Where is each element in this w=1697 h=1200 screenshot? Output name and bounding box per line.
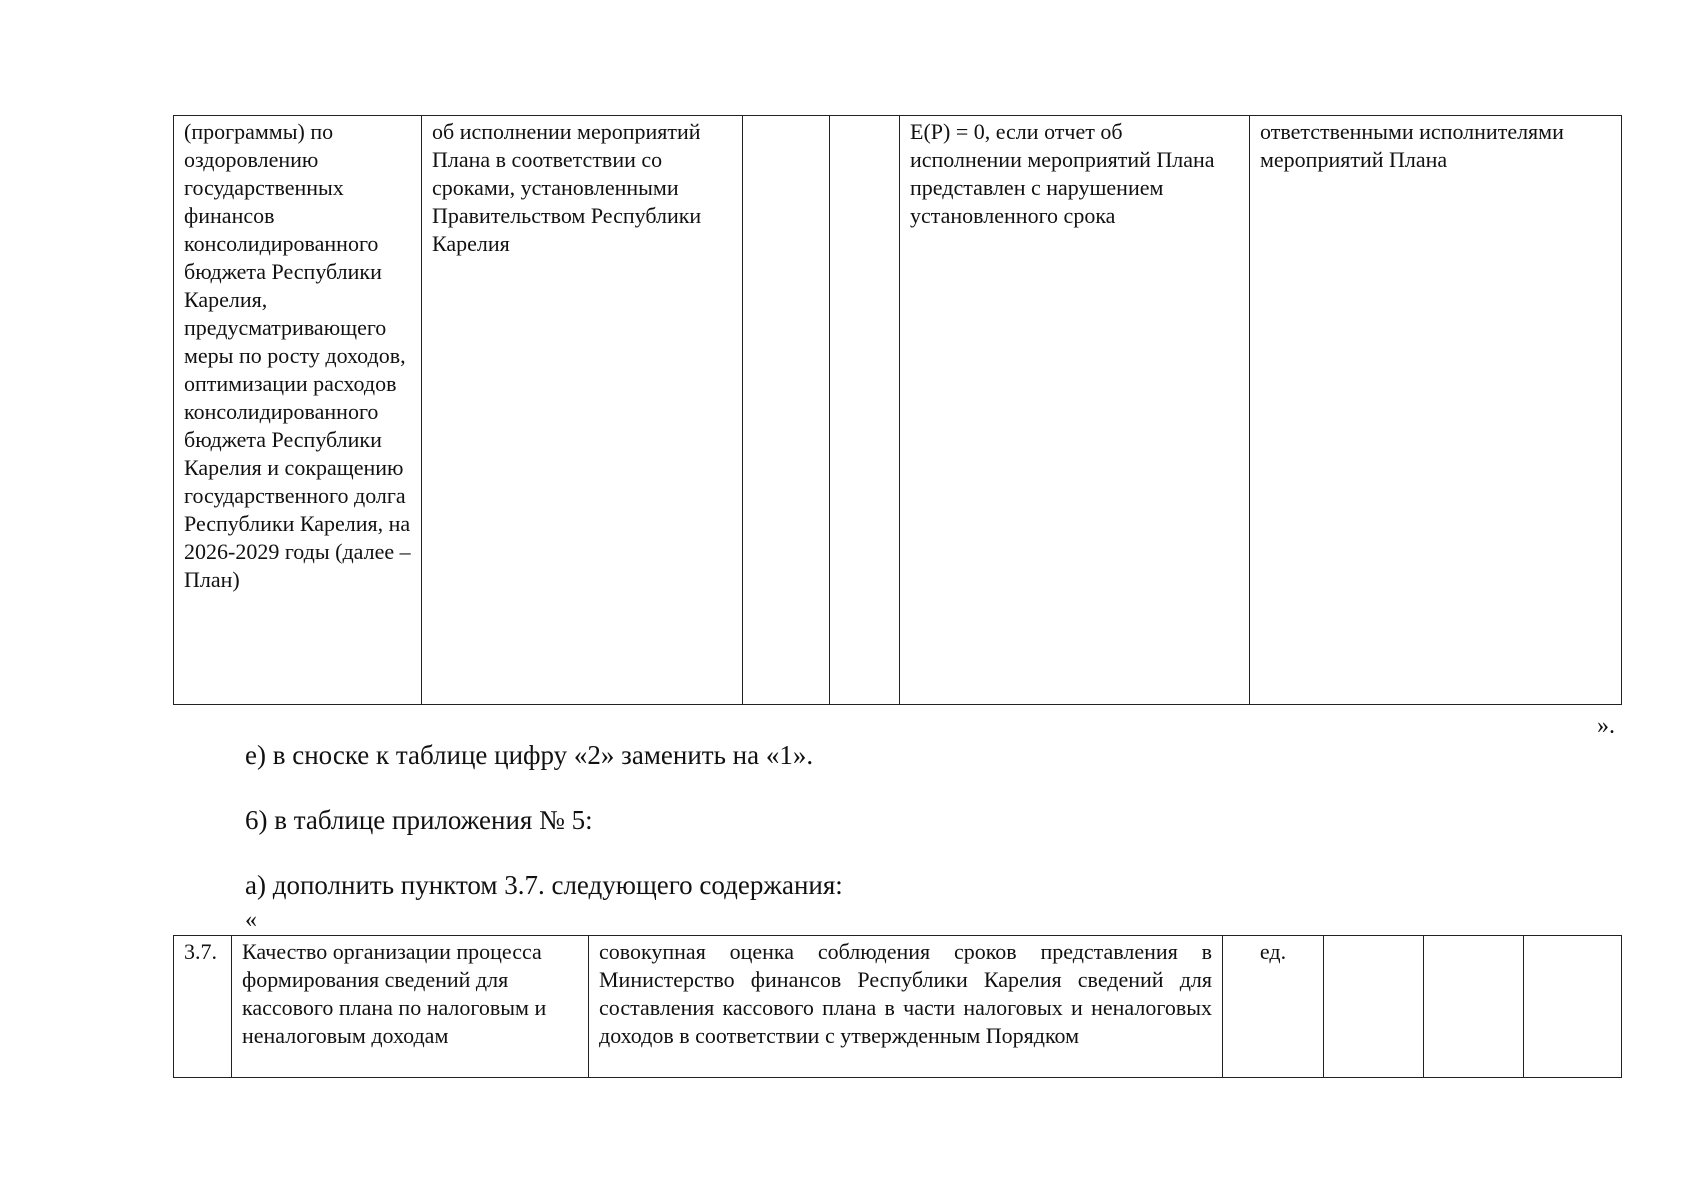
paragraph-add-item: а) дополнить пунктом 3.7. следующего содержания: <box>245 870 843 900</box>
table-cell <box>743 116 830 705</box>
table-cell <box>830 116 900 705</box>
bottom-table <box>173 935 1622 1078</box>
table-cell <box>1524 936 1622 1078</box>
table-cell: ответственными исполнителями мероприятий Плана <box>1250 116 1622 705</box>
table-cell: Качество организации процесса формирования сведений для кассового плана по налоговым и неналоговым доходам <box>232 936 589 1078</box>
paragraph-appendix: 6) в таблице приложения № 5: <box>245 805 593 835</box>
table-cell <box>1424 936 1524 1078</box>
table-cell <box>1324 936 1424 1078</box>
table-cell: ед. <box>1223 936 1324 1078</box>
table-cell: (программы) по оздоровлению государственных финансов консолидированного бюджета Республики Карелия, предусматривающего меры по росту доходов, оптимизации расходов консолидированного бюджета Республики Карелия и сокращению государственного долга Республики Карелия, на 2026-2029 годы (далее – План) <box>174 116 422 705</box>
table-cell: совокупная оценка соблюдения сроков представления в Министерство финансов Республики Карелия сведений для составления кассового плана в части налоговых и неналоговых доходов в соответствии с утвержденным Порядком <box>589 936 1223 1078</box>
closing-quote: ». <box>1597 713 1615 739</box>
paragraph-footnote: е) в сноске к таблице цифру «2» заменить на «1». <box>245 740 814 770</box>
table-row <box>174 936 1622 1078</box>
table-cell: об исполнении мероприятий Плана в соответствии со сроками, установленными Правительством Республики Карелия <box>422 116 743 705</box>
top-table <box>173 115 1622 705</box>
opening-quote: « <box>245 907 257 933</box>
table-cell: E(P) = 0, если отчет об исполнении мероприятий Плана представлен с нарушением установленного срока <box>900 116 1250 705</box>
table-cell: 3.7. <box>174 936 232 1078</box>
table-row <box>174 116 1622 705</box>
